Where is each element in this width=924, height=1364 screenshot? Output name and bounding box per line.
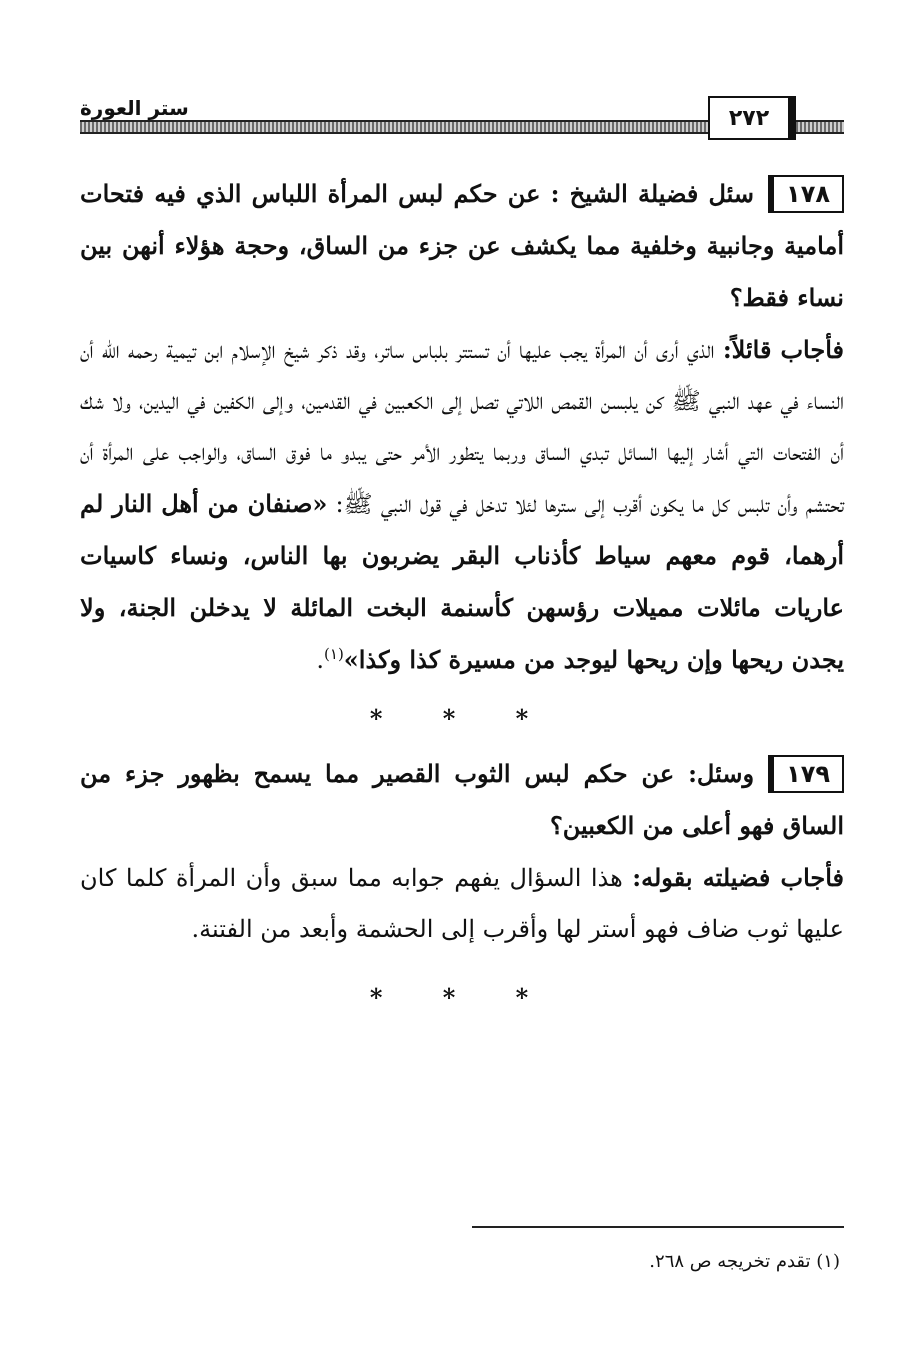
answer-178-lead: فأجاب قائلاً:: [722, 335, 844, 364]
footnote-rule: [472, 1226, 844, 1228]
footnote-marker: (١): [816, 1251, 840, 1272]
question-179-text: وسئل: عن حكم لبس الثوب القصير مما يسمح بظهور جزء من الساق فهو أعلى من الكعبين؟: [80, 759, 844, 840]
question-178: [80, 168, 844, 324]
answer-179: [80, 852, 844, 955]
footnote-reference: (١): [324, 645, 344, 663]
footnote: [80, 1248, 840, 1276]
answer-178-text: الذي أرى أن المرأة يجب عليها أن تستتر بلباس ساتر، وقد ذكر شيخ الإسلام ابن تيمية رحمه الله أن النساء في عهد النبي ﷺ كن يلبسن القمص اللاتي تصل إلى الكعبين في القدمين، وإلى الكفين في اليدين، ولا شك أن الفتحات التي أشار إليها السائل تبدي الساق وربما يتطور الأمر حتى يبدو ما فوق الساق، والواجب على المرأة أن تحتشم وأن تلبس كل ما يكون أقرب إلى سترها لئلا تدخل في قول النبي ﷺ:: [80, 336, 844, 518]
section-separator: * * *: [369, 704, 555, 733]
answer-179-text: هذا السؤال يفهم جوابه مما سبق وأن المرأة كلما كان عليها ثوب ضاف فهو أستر لها وأقرب إلى الحشمة وأبعد من الفتنة.: [80, 864, 844, 943]
answer-178: [80, 324, 844, 686]
hadith-quote: «صنفان من أهل النار لم أرهما، قوم معهم سياط كأذناب البقر يضربون بها الناس، ونساء كاسيات عاريات مائلات مميلات رؤسهن كأسنمة البخت المائلة لا يدخلن الجنة، ولا يجدن ريحها وإن ريحها ليوجد من مسيرة كذا وكذا»: [80, 489, 844, 674]
question-178-text: سئل فضيلة الشيخ : عن حكم لبس المرأة اللباس الذي فيه فتحات أمامية وجانبية وخلفية مما يكشف عن جزء من الساق، وحجة هؤلاء أنهن بين نساء فقط؟: [80, 179, 844, 312]
question-179: [80, 748, 844, 852]
section-separator: * * *: [369, 983, 555, 1012]
footnote-text: تقدم تخريجه ص ٢٦٨.: [649, 1251, 811, 1272]
page-number: ٢٧٢: [708, 96, 796, 140]
answer-178-closing: .: [316, 646, 325, 674]
running-header: [80, 92, 844, 152]
main-text: [80, 168, 844, 1027]
question-number-179: ١٧٩: [768, 755, 844, 793]
question-number-178: ١٧٨: [768, 175, 844, 213]
running-title: ستر العورة: [80, 96, 195, 120]
answer-179-lead: فأجاب فضيلته بقوله:: [632, 863, 844, 892]
